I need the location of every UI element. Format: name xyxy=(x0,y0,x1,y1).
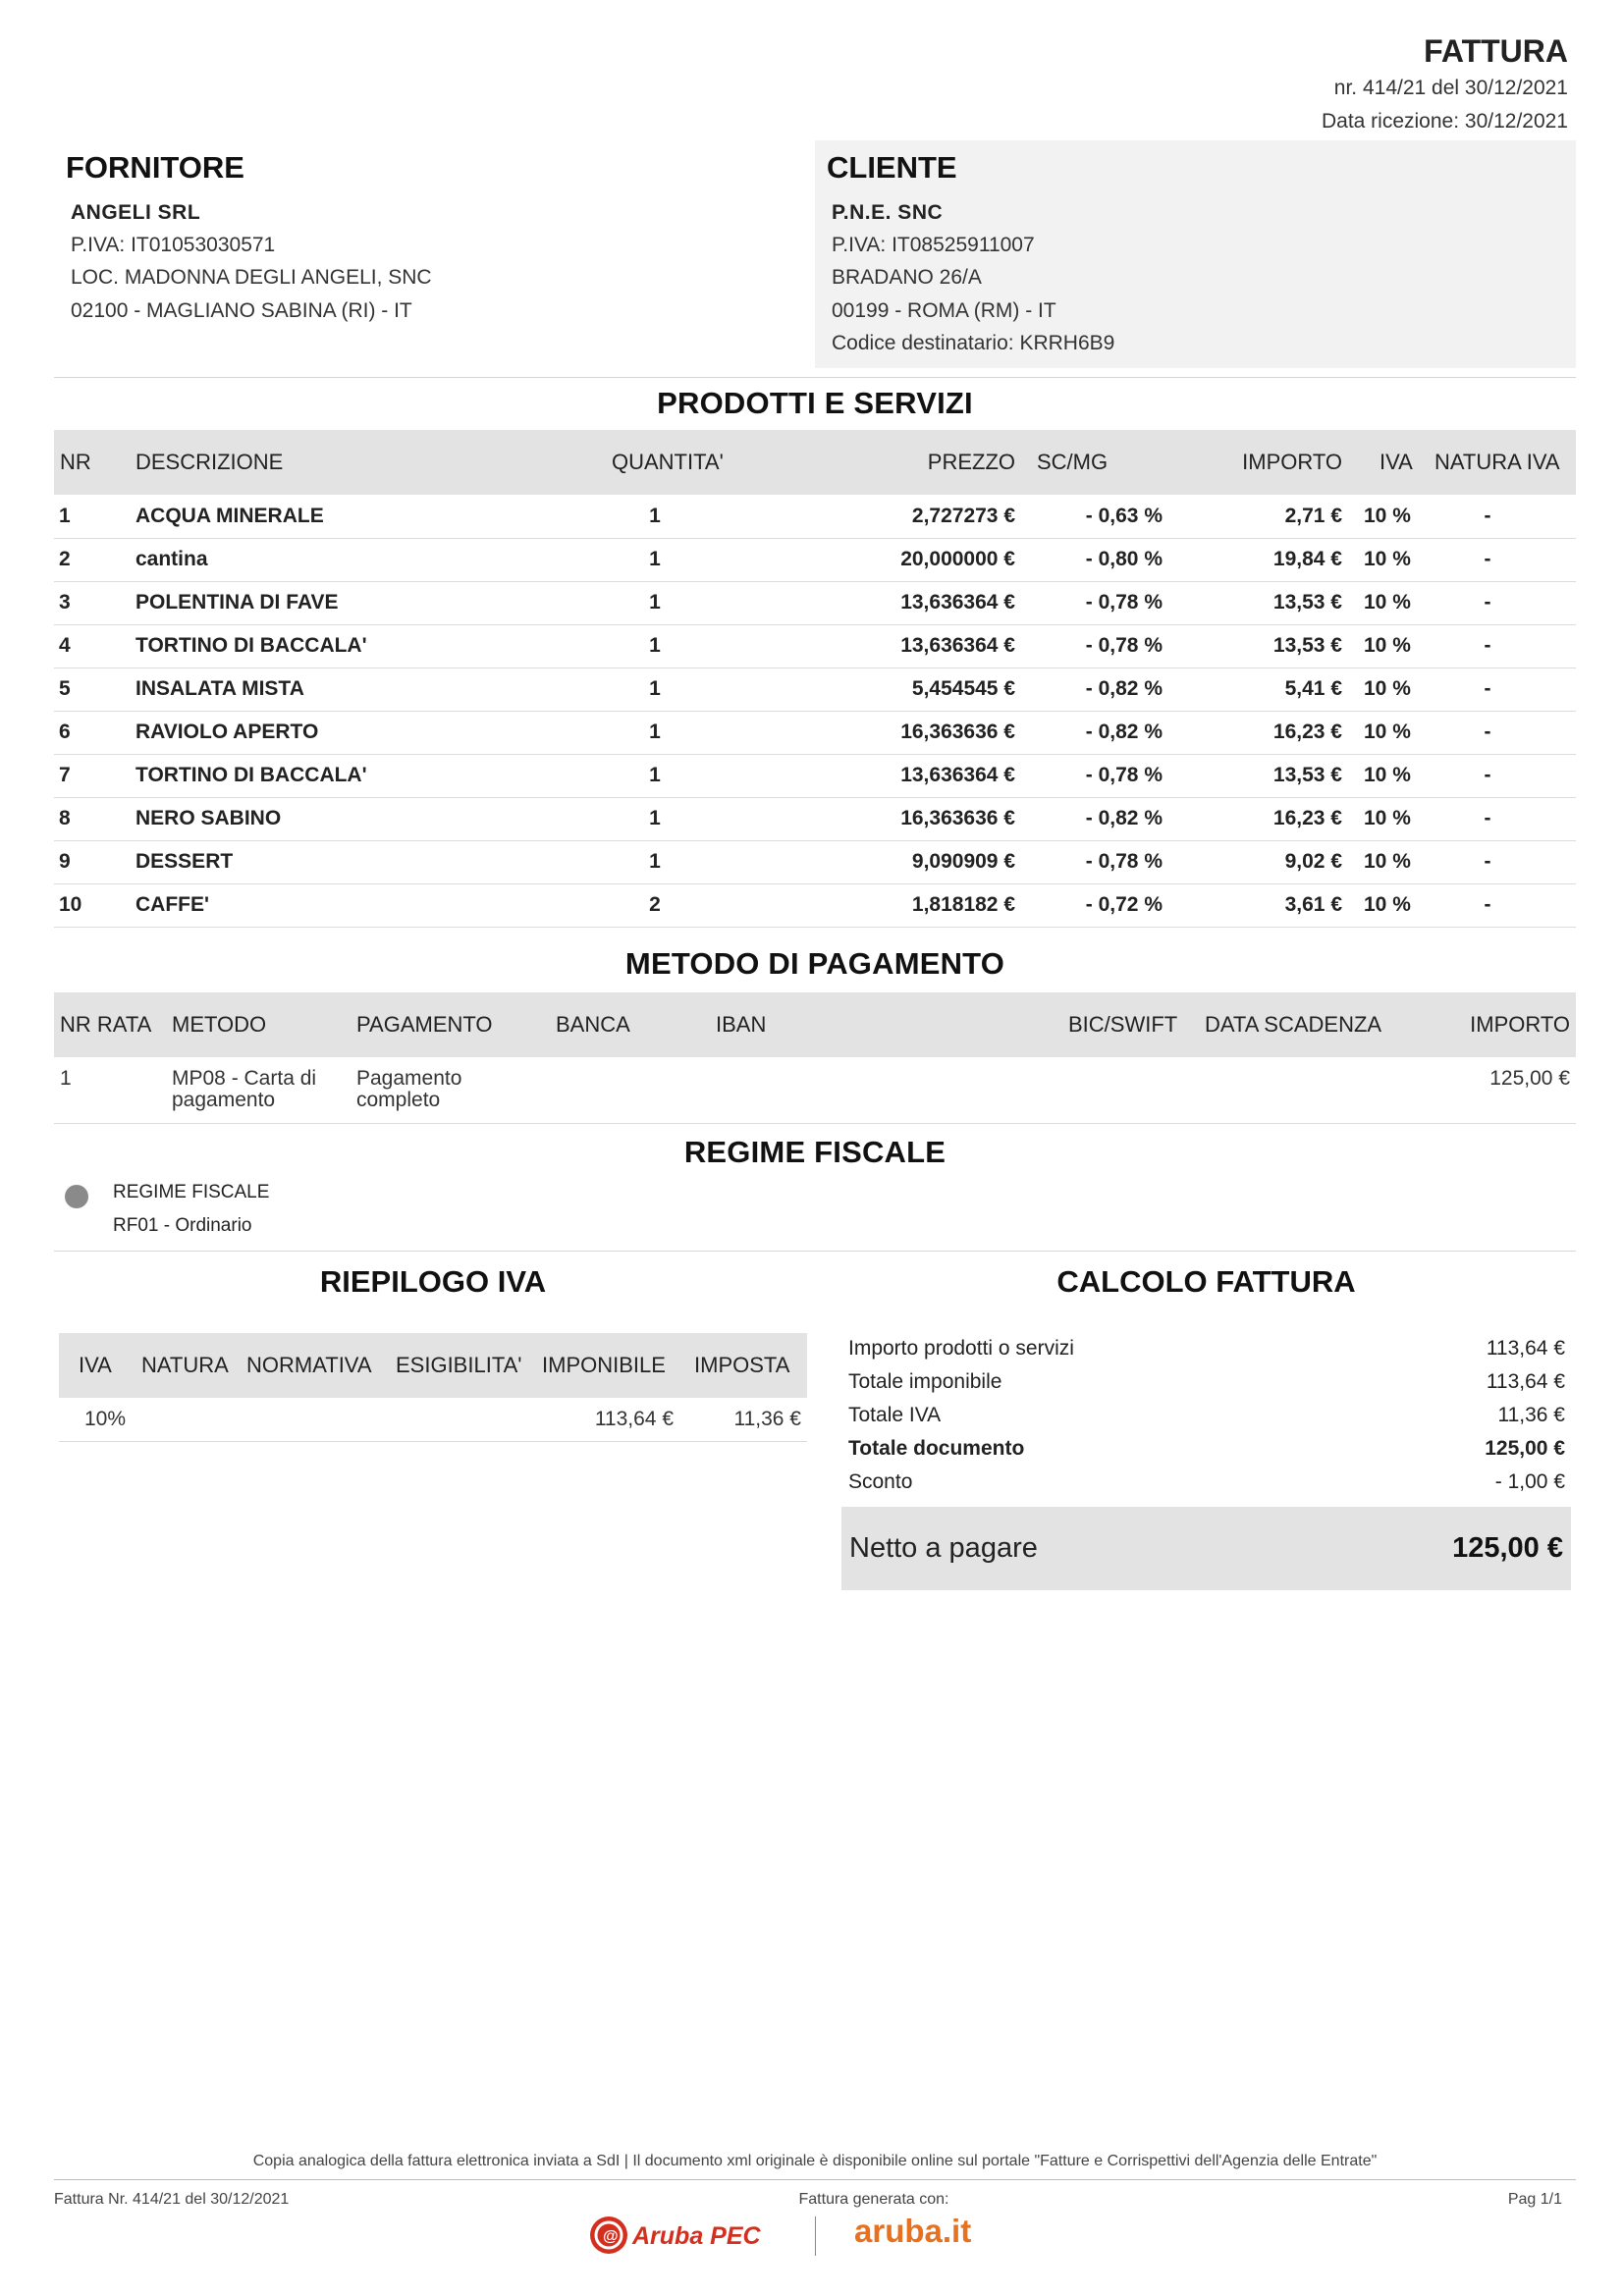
row-quantity: 1 xyxy=(649,764,661,786)
calc-line xyxy=(848,1370,1565,1400)
row-quantity: 1 xyxy=(649,807,661,829)
row-discount: - 0,78 % xyxy=(1085,764,1163,786)
calc-value: 125,00 € xyxy=(1485,1437,1565,1460)
row-price: 1,818182 € xyxy=(911,893,1015,916)
row-nr: 10 xyxy=(59,893,82,916)
row-vat-nature: - xyxy=(1484,634,1491,657)
supplier-section xyxy=(54,140,800,368)
row-vat-nature: - xyxy=(1484,548,1491,570)
document-number: nr. 414/21 del 30/12/2021 xyxy=(1333,77,1568,99)
row-vat: 10 % xyxy=(1364,721,1411,743)
table-row xyxy=(54,538,1576,582)
calc-label: Importo prodotti o servizi xyxy=(848,1337,1074,1360)
table-row xyxy=(54,797,1576,841)
svg-text:@: @ xyxy=(603,2228,619,2245)
row-vat-nature: - xyxy=(1484,721,1491,743)
row-nr: 3 xyxy=(59,591,71,614)
divider xyxy=(54,1251,1576,1252)
col-rate: NR RATA xyxy=(60,1012,152,1037)
footer-note: Copia analogica della fattura elettronica inviata a SdI | Il documento xml originale è disponibile online sul portale "Fatture e Corrispettivi dell'Agenzia delle Entrate" xyxy=(252,2153,1378,2169)
row-price: 13,636364 € xyxy=(900,764,1015,786)
summary-taxable: 113,64 € xyxy=(594,1408,674,1430)
footer-generated-by: Fattura generata con: xyxy=(798,2191,949,2208)
row-description: POLENTINA DI FAVE xyxy=(135,591,339,614)
row-discount: - 0,82 % xyxy=(1085,721,1163,743)
col-vat-nature: NATURA IVA xyxy=(1434,450,1560,474)
payment-type-line2: completo xyxy=(356,1089,441,1111)
client-address: BRADANO 26/A xyxy=(832,266,982,289)
col-payment-amount: IMPORTO xyxy=(1470,1012,1570,1037)
row-amount: 13,53 € xyxy=(1272,634,1342,657)
client-name: P.N.E. SNC xyxy=(832,201,944,224)
row-price: 5,454545 € xyxy=(911,677,1015,700)
row-nr: 2 xyxy=(59,548,71,570)
row-price: 20,000000 € xyxy=(900,548,1015,570)
col-summary-regulation: NORMATIVA xyxy=(246,1353,372,1377)
calc-line-total xyxy=(848,1437,1565,1467)
row-description: ACQUA MINERALE xyxy=(135,505,324,527)
regime-heading: REGIME FISCALE xyxy=(683,1135,947,1169)
footer-invoice-ref: Fattura Nr. 414/21 del 30/12/2021 xyxy=(54,2191,290,2208)
col-summary-taxable: IMPONIBILE xyxy=(542,1353,666,1377)
row-amount: 16,23 € xyxy=(1272,721,1342,743)
row-discount: - 0,78 % xyxy=(1085,591,1163,614)
row-nr: 4 xyxy=(59,634,71,657)
col-price: PREZZO xyxy=(927,450,1015,474)
summary-vat: 10% xyxy=(84,1408,127,1430)
row-nr: 1 xyxy=(59,505,71,527)
col-payment: PAGAMENTO xyxy=(356,1012,493,1037)
row-price: 16,363636 € xyxy=(900,807,1015,829)
regime-value: RF01 - Ordinario xyxy=(113,1215,252,1236)
payment-heading: METODO DI PAGAMENTO xyxy=(624,946,1005,981)
client-city: 00199 - ROMA (RM) - IT xyxy=(832,299,1056,322)
row-description: TORTINO DI BACCALA' xyxy=(135,764,367,786)
row-quantity: 2 xyxy=(649,893,661,916)
bullet-icon xyxy=(65,1185,88,1208)
row-amount: 3,61 € xyxy=(1284,893,1342,916)
table-row xyxy=(54,581,1576,625)
document-title: FATTURA xyxy=(1424,33,1568,69)
row-quantity: 1 xyxy=(649,850,661,873)
row-description: INSALATA MISTA xyxy=(135,677,304,700)
row-vat-nature: - xyxy=(1484,764,1491,786)
row-amount: 16,23 € xyxy=(1272,807,1342,829)
row-description: cantina xyxy=(135,548,208,570)
divider xyxy=(54,377,1576,378)
row-discount: - 0,80 % xyxy=(1085,548,1163,570)
col-method: METODO xyxy=(172,1012,267,1037)
col-summary-vat: IVA xyxy=(79,1353,112,1377)
row-amount: 9,02 € xyxy=(1284,850,1342,873)
row-amount: 13,53 € xyxy=(1272,764,1342,786)
supplier-vat: P.IVA: IT01053030571 xyxy=(71,234,276,256)
row-vat: 10 % xyxy=(1364,591,1411,614)
calc-label: Totale documento xyxy=(848,1437,1025,1460)
row-nr: 9 xyxy=(59,850,71,873)
row-vat: 10 % xyxy=(1364,893,1411,916)
row-description: CAFFE' xyxy=(135,893,209,916)
footer-divider xyxy=(54,2179,1576,2180)
payment-method-line2: pagamento xyxy=(172,1089,276,1111)
row-vat: 10 % xyxy=(1364,548,1411,570)
row-nr: 5 xyxy=(59,677,71,700)
row-nr: 8 xyxy=(59,807,71,829)
calc-label: Sconto xyxy=(848,1470,913,1493)
payment-amount: 125,00 € xyxy=(1489,1067,1570,1090)
logo-divider xyxy=(815,2216,816,2256)
col-quantity: QUANTITA' xyxy=(612,450,724,474)
row-discount: - 0,82 % xyxy=(1085,677,1163,700)
aruba-it-logo xyxy=(850,2209,998,2256)
vat-summary-row xyxy=(59,1398,807,1442)
table-row xyxy=(54,711,1576,755)
footer-page-number: Pag 1/1 xyxy=(1507,2191,1562,2208)
row-vat-nature: - xyxy=(1484,677,1491,700)
client-vat: P.IVA: IT08525911007 xyxy=(832,234,1035,256)
aruba-pec-wordmark: Aruba PEC xyxy=(632,2222,761,2250)
row-quantity: 1 xyxy=(649,677,661,700)
row-price: 9,090909 € xyxy=(911,850,1015,873)
row-vat: 10 % xyxy=(1364,764,1411,786)
row-amount: 5,41 € xyxy=(1284,677,1342,700)
aruba-pec-logo xyxy=(587,2211,784,2258)
row-discount: - 0,82 % xyxy=(1085,807,1163,829)
col-description: DESCRIZIONE xyxy=(135,450,284,474)
document-received-date: Data ricezione: 30/12/2021 xyxy=(1321,110,1568,133)
row-vat-nature: - xyxy=(1484,807,1491,829)
calc-value: - 1,00 € xyxy=(1494,1470,1565,1493)
vat-summary-header xyxy=(59,1333,807,1398)
row-discount: - 0,78 % xyxy=(1085,634,1163,657)
row-price: 13,636364 € xyxy=(900,591,1015,614)
invoice-calc-heading: CALCOLO FATTURA xyxy=(1056,1264,1356,1299)
calc-value: 113,64 € xyxy=(1486,1370,1565,1393)
products-table-header xyxy=(54,430,1576,495)
col-bic: BIC/SWIFT xyxy=(1068,1012,1178,1037)
regime-label: REGIME FISCALE xyxy=(113,1182,270,1202)
row-description: RAVIOLO APERTO xyxy=(135,721,319,743)
col-nr: NR xyxy=(60,450,91,474)
table-row xyxy=(54,840,1576,884)
supplier-city: 02100 - MAGLIANO SABINA (RI) - IT xyxy=(71,299,412,322)
payment-method-line1: MP08 - Carta di xyxy=(172,1067,317,1090)
row-amount: 19,84 € xyxy=(1272,548,1342,570)
row-amount: 2,71 € xyxy=(1284,505,1342,527)
row-vat: 10 % xyxy=(1364,634,1411,657)
table-row xyxy=(54,667,1576,712)
row-nr: 7 xyxy=(59,764,71,786)
row-vat-nature: - xyxy=(1484,591,1491,614)
row-discount: - 0,63 % xyxy=(1085,505,1163,527)
products-heading: PRODOTTI E SERVIZI xyxy=(657,386,973,420)
row-price: 13,636364 € xyxy=(900,634,1015,657)
row-vat: 10 % xyxy=(1364,850,1411,873)
row-amount: 13,53 € xyxy=(1272,591,1342,614)
row-description: DESSERT xyxy=(135,850,234,873)
row-price: 16,363636 € xyxy=(900,721,1015,743)
row-quantity: 1 xyxy=(649,721,661,743)
row-vat-nature: - xyxy=(1484,850,1491,873)
row-vat-nature: - xyxy=(1484,893,1491,916)
calc-label: Totale imponibile xyxy=(848,1370,1002,1393)
payment-type-line1: Pagamento xyxy=(356,1067,462,1090)
col-iban: IBAN xyxy=(716,1012,767,1037)
payment-rate: 1 xyxy=(60,1067,72,1090)
col-amount: IMPORTO xyxy=(1242,450,1342,474)
calc-value: 113,64 € xyxy=(1486,1337,1565,1360)
payment-table-header xyxy=(54,992,1576,1057)
col-summary-nature: NATURA xyxy=(141,1353,229,1377)
table-row xyxy=(54,754,1576,798)
row-vat: 10 % xyxy=(1364,677,1411,700)
row-discount: - 0,72 % xyxy=(1085,893,1163,916)
net-to-pay-value: 125,00 € xyxy=(1452,1532,1563,1564)
supplier-address: LOC. MADONNA DEGLI ANGELI, SNC xyxy=(71,266,432,289)
table-row xyxy=(54,883,1576,928)
row-description: TORTINO DI BACCALA' xyxy=(135,634,367,657)
col-discount: SC/MG xyxy=(1037,450,1109,474)
net-to-pay-box xyxy=(841,1507,1571,1590)
vat-summary-heading: RIEPILOGO IVA xyxy=(319,1264,547,1299)
col-due-date: DATA SCADENZA xyxy=(1205,1012,1382,1037)
row-quantity: 1 xyxy=(649,591,661,614)
row-quantity: 1 xyxy=(649,634,661,657)
aruba-it-wordmark: aruba.it xyxy=(854,2213,972,2249)
row-discount: - 0,78 % xyxy=(1085,850,1163,873)
row-vat: 10 % xyxy=(1364,505,1411,527)
row-vat-nature: - xyxy=(1484,505,1491,527)
client-recipient-code: Codice destinatario: KRRH6B9 xyxy=(832,332,1115,354)
supplier-heading: FORNITORE xyxy=(66,150,244,185)
supplier-name: ANGELI SRL xyxy=(71,201,201,224)
row-quantity: 1 xyxy=(649,548,661,570)
calc-line xyxy=(848,1337,1565,1366)
row-vat: 10 % xyxy=(1364,807,1411,829)
row-nr: 6 xyxy=(59,721,71,743)
col-bank: BANCA xyxy=(556,1012,630,1037)
payment-row xyxy=(54,1057,1576,1124)
table-row xyxy=(54,624,1576,668)
row-quantity: 1 xyxy=(649,505,661,527)
net-to-pay-label: Netto a pagare xyxy=(849,1532,1038,1564)
client-section xyxy=(815,140,1576,368)
row-description: NERO SABINO xyxy=(135,807,282,829)
col-vat: IVA xyxy=(1380,450,1413,474)
calc-value: 11,36 € xyxy=(1497,1404,1565,1426)
table-row xyxy=(54,495,1576,539)
calc-line xyxy=(848,1470,1565,1500)
client-heading: CLIENTE xyxy=(827,150,957,185)
row-price: 2,727273 € xyxy=(911,505,1015,527)
calc-line xyxy=(848,1404,1565,1433)
col-summary-tax: IMPOSTA xyxy=(694,1353,790,1377)
calc-label: Totale IVA xyxy=(848,1404,942,1426)
summary-tax: 11,36 € xyxy=(733,1408,801,1430)
col-summary-chargeability: ESIGIBILITA' xyxy=(396,1353,522,1377)
